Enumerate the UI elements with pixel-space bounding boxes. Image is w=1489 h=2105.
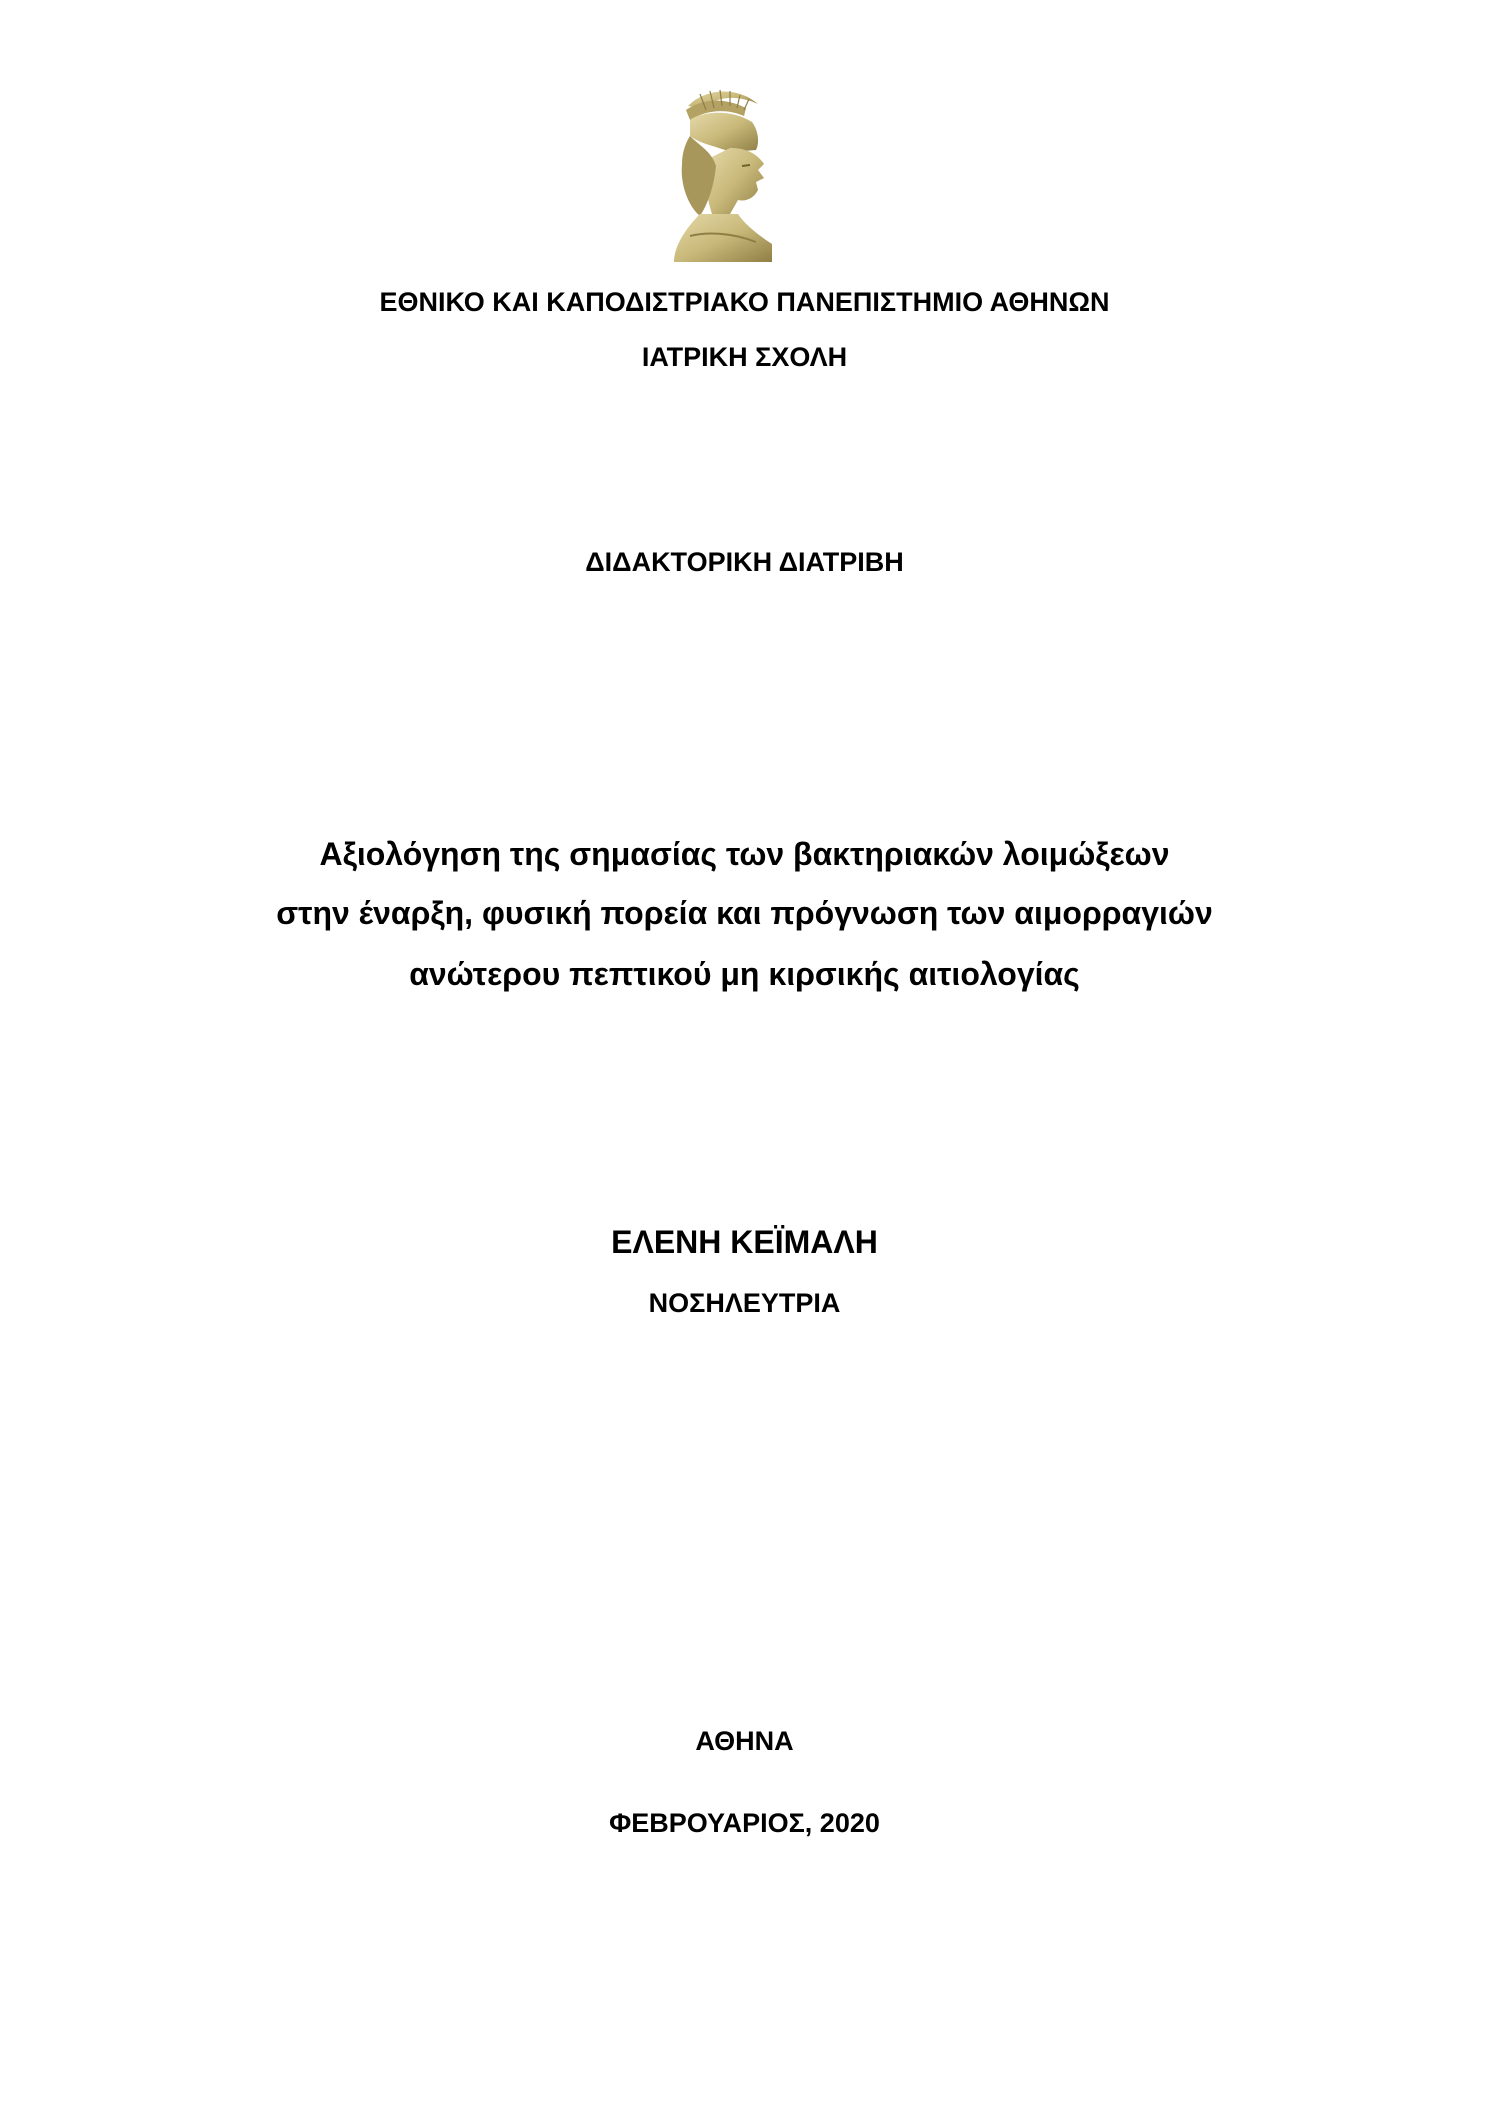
thesis-title-line: Αξιολόγηση της σημασίας των βακτηριακών λοιμώξεων <box>319 836 1170 872</box>
school-name: ΙΑΤΡΙΚΗ ΣΧΟΛΗ <box>641 342 848 372</box>
city: ΑΘΗΝΑ <box>695 1726 794 1756</box>
university-name: ΕΘΝΙΚΟ ΚΑΙ ΚΑΠΟΔΙΣΤΡΙΑΚΟ ΠΑΝΕΠΙΣΤΗΜΙΟ ΑΘΗΝΩΝ <box>379 287 1110 317</box>
author-role: ΝΟΣΗΛΕΥΤΡΙΑ <box>648 1288 841 1318</box>
thesis-title-line: στην έναρξη, φυσική πορεία και πρόγνωση των αιμορραγιών <box>276 895 1213 931</box>
athena-emblem-icon <box>660 86 780 266</box>
thesis-title-line: ανώτερου πεπτικού μη κιρσικής αιτιολογίας <box>409 956 1080 992</box>
author-name: ΕΛΕΝΗ ΚΕΪΜΑΛΗ <box>611 1224 878 1260</box>
document-type: ΔΙΔΑΚΤΟΡΙΚΗ ΔΙΑΤΡΙΒΗ <box>585 547 904 577</box>
date: ΦΕΒΡΟΥΑΡΙΟΣ, 2020 <box>609 1808 880 1838</box>
